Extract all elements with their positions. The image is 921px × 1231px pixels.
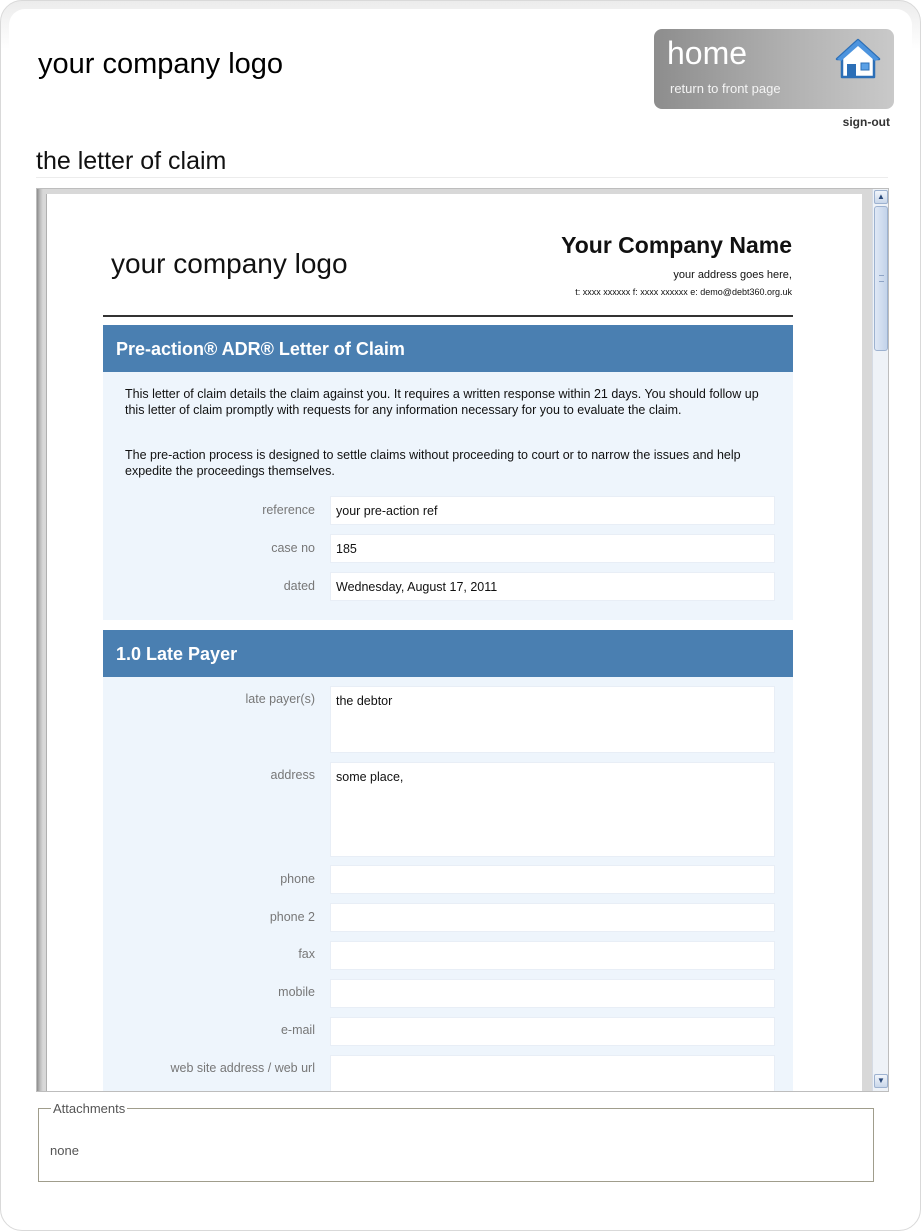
vertical-scrollbar[interactable]: [872, 189, 888, 1091]
phone-field[interactable]: [330, 865, 775, 894]
dated-field[interactable]: Wednesday, August 17, 2011: [330, 572, 775, 601]
intro-paragraph-2: The pre-action process is designed to settle claims without proceeding to court or to narrow the issues and help expedite the proceedings themselves.: [125, 448, 741, 478]
page-title: the letter of claim: [36, 147, 227, 175]
web-url-label: web site address / web url: [170, 1061, 315, 1075]
sign-out-link[interactable]: sign-out: [842, 115, 890, 129]
email-label: e-mail: [280, 1023, 315, 1037]
company-address: your address goes here,: [673, 269, 792, 281]
house-icon: [834, 37, 882, 81]
intro-paragraph-1: This letter of claim details the claim against you. It requires a written response within 21 days. You should follow up this letter of claim promptly with requests for any information necessary for you to evaluate the claim.: [125, 387, 759, 417]
document-logo: your company logo: [111, 248, 348, 279]
section-heading-letter-of-claim: Pre-action® ADR® Letter of Claim: [103, 325, 793, 372]
address-label: address: [270, 768, 315, 782]
case-no-label: case no: [271, 541, 315, 555]
home-title: home: [667, 35, 748, 71]
attachments-legend: Attachments: [53, 1101, 126, 1116]
phone-2-label: phone 2: [269, 910, 315, 924]
attachments-value: none: [50, 1143, 79, 1158]
email-field[interactable]: [330, 1017, 775, 1046]
scrollbar-grip: [879, 275, 884, 282]
phone-label: phone: [280, 872, 315, 886]
fax-label: fax: [298, 947, 315, 961]
section-heading-late-payer: 1.0 Late Payer: [103, 630, 793, 677]
mobile-field[interactable]: [330, 979, 775, 1008]
letterhead-divider: [103, 315, 793, 317]
home-subtitle: return to front page: [670, 81, 781, 96]
dated-label: dated: [283, 579, 315, 593]
header-logo: your company logo: [30, 28, 291, 90]
document-viewer[interactable]: [36, 188, 889, 1092]
mobile-label: mobile: [278, 985, 315, 999]
document-page: [46, 194, 862, 1092]
web-url-field[interactable]: [330, 1055, 775, 1092]
case-no-field[interactable]: 185: [330, 534, 775, 563]
reference-field[interactable]: your pre-action ref: [330, 496, 775, 525]
scroll-up-arrow-icon[interactable]: ▲: [874, 190, 888, 204]
attachments-fieldset: [38, 1101, 874, 1182]
late-payers-label: late payer(s): [245, 692, 315, 706]
phone-2-field[interactable]: [330, 903, 775, 932]
scrollbar-thumb[interactable]: [874, 206, 888, 351]
section-body-late-payer: [103, 677, 793, 1092]
late-payers-field[interactable]: the debtor: [330, 686, 775, 753]
fax-field[interactable]: [330, 941, 775, 970]
home-button[interactable]: [654, 29, 894, 109]
reference-label: reference: [262, 503, 315, 517]
title-divider: [36, 177, 888, 178]
section-body-letter-of-claim: [103, 372, 793, 620]
company-name: Your Company Name: [561, 232, 792, 258]
company-contacts: t: xxxx xxxxxx f: xxxx xxxxxx e: demo@debt360.org.uk: [575, 287, 792, 297]
address-field[interactable]: some place,: [330, 762, 775, 857]
scroll-down-arrow-icon[interactable]: ▼: [874, 1074, 888, 1088]
